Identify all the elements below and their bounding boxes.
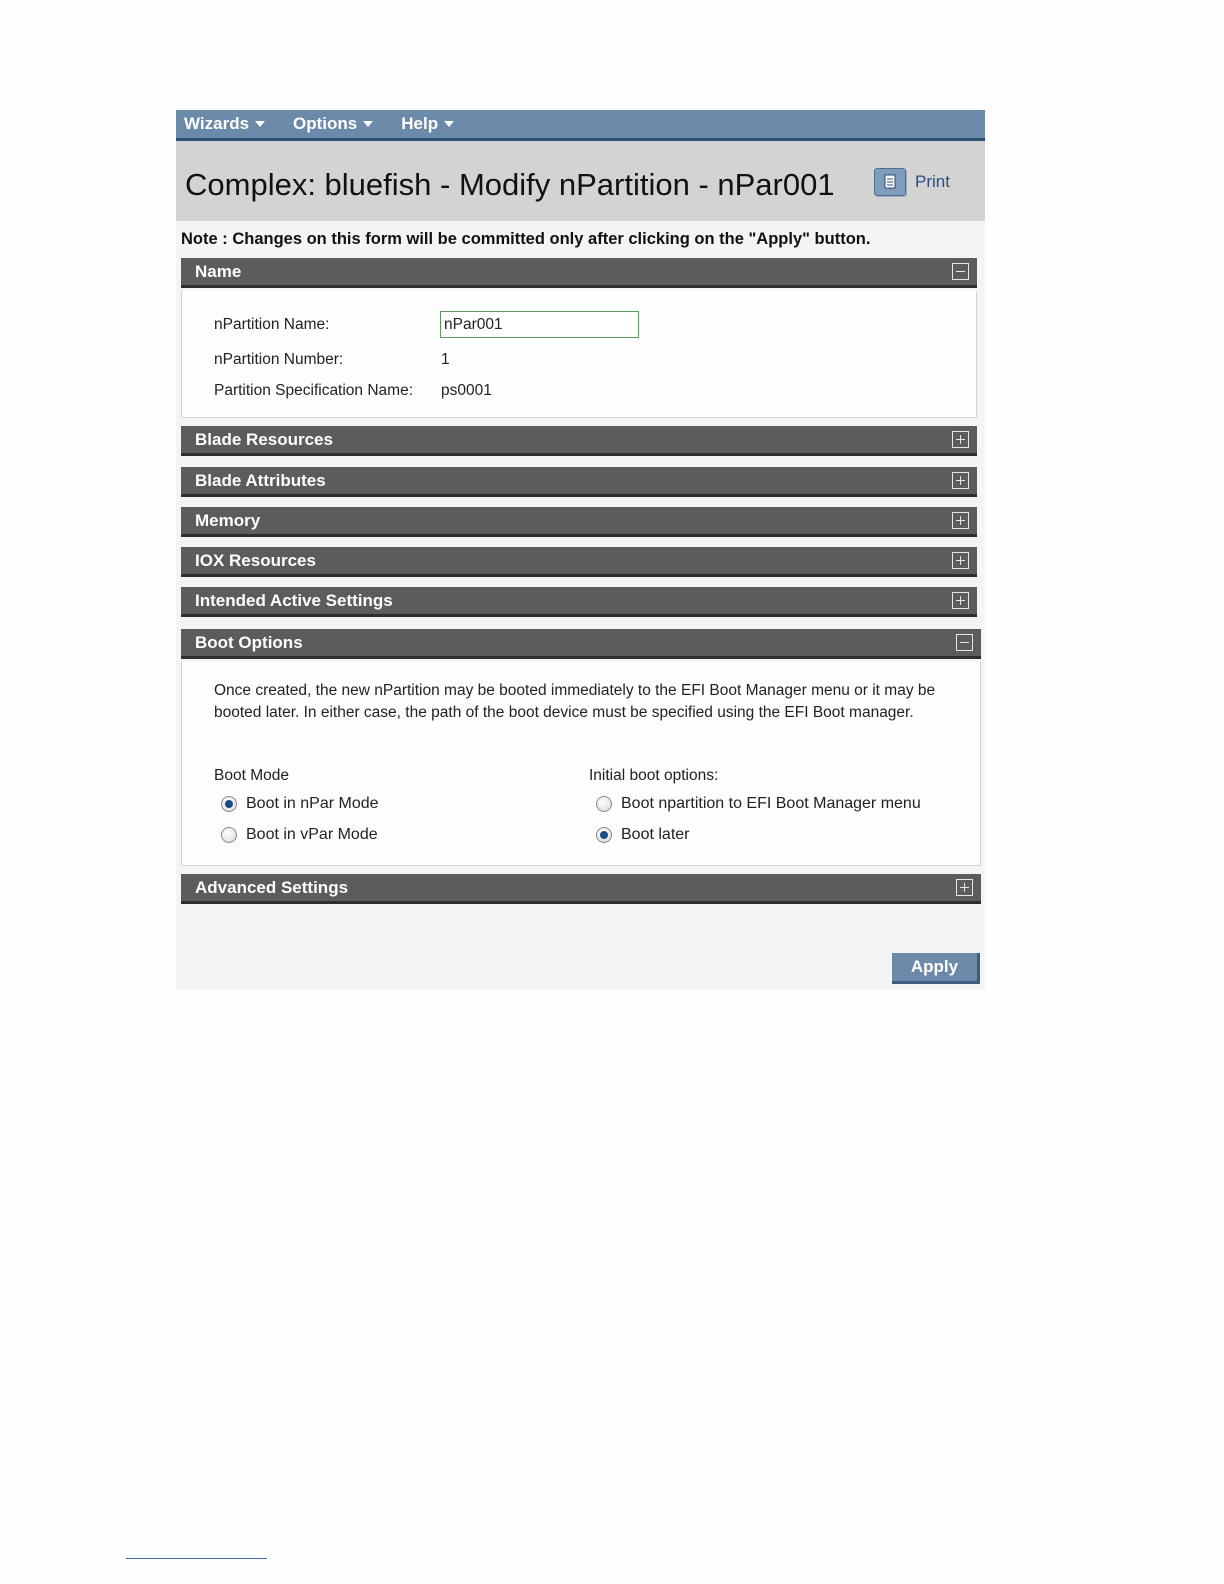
menu-wizards[interactable] xyxy=(184,114,265,134)
footnote-divider xyxy=(126,1558,267,1559)
menu-options-label: Options xyxy=(293,114,358,133)
title-band xyxy=(176,141,985,221)
section-title: Blade Resources xyxy=(195,430,333,449)
boot-mode-label: Boot Mode xyxy=(214,767,289,784)
section-title: Boot Options xyxy=(195,633,303,652)
caret-down-icon xyxy=(444,121,454,127)
section-body-boot-options xyxy=(181,662,981,866)
caret-down-icon xyxy=(363,121,373,127)
caret-down-icon xyxy=(255,121,265,127)
partition-spec-label: Partition Specification Name: xyxy=(214,382,414,399)
print-button[interactable] xyxy=(874,168,950,196)
page-title: Complex: bluefish - Modify nPartition - nPar001 xyxy=(185,167,835,202)
radio-unselected-icon[interactable] xyxy=(596,796,612,812)
section-body-name xyxy=(181,291,977,418)
expand-icon[interactable] xyxy=(952,592,969,609)
section-title: Blade Attributes xyxy=(195,471,326,490)
boot-vpar-mode-radio[interactable] xyxy=(221,826,378,844)
collapse-icon[interactable] xyxy=(952,263,969,280)
menu-wizards-label: Wizards xyxy=(184,114,250,133)
print-icon xyxy=(874,168,906,196)
npartition-number-value: 1 xyxy=(441,351,450,368)
section-header-blade-resources[interactable] xyxy=(181,426,977,456)
boot-npar-mode-radio[interactable] xyxy=(221,795,379,813)
section-header-name[interactable] xyxy=(181,258,977,288)
section-title: IOX Resources xyxy=(195,551,316,570)
section-title: Memory xyxy=(195,511,261,530)
npartition-name-label: nPartition Name: xyxy=(214,316,330,333)
apply-button[interactable]: Apply xyxy=(892,953,980,984)
expand-icon[interactable] xyxy=(952,431,969,448)
section-header-boot-options[interactable] xyxy=(181,629,981,659)
boot-vpar-mode-label: Boot in vPar Mode xyxy=(246,826,378,843)
expand-icon[interactable] xyxy=(952,552,969,569)
menu-help-label: Help xyxy=(401,114,439,133)
section-header-blade-attributes[interactable] xyxy=(181,467,977,497)
collapse-icon[interactable] xyxy=(956,634,973,651)
commit-note: Note : Changes on this form will be committed only after clicking on the "Apply" button. xyxy=(181,230,871,248)
print-label: Print xyxy=(915,172,950,191)
boot-efi-manager-label: Boot npartition to EFI Boot Manager menu xyxy=(621,795,921,812)
radio-unselected-icon[interactable] xyxy=(221,827,237,843)
section-header-intended-active-settings[interactable] xyxy=(181,587,977,617)
boot-options-description: Once created, the new nPartition may be booted immediately to the EFI Boot Manager menu or it may be booted later. In either case, the path of the boot device must be specified using the EFI Boot manager. xyxy=(214,682,936,721)
npartition-number-label: nPartition Number: xyxy=(214,351,344,368)
boot-later-radio[interactable] xyxy=(596,826,689,844)
boot-efi-manager-radio[interactable] xyxy=(596,795,921,813)
modify-npartition-window xyxy=(176,110,985,990)
menubar xyxy=(176,110,985,141)
section-title: Advanced Settings xyxy=(195,878,349,897)
boot-later-label: Boot later xyxy=(621,826,690,843)
section-header-advanced-settings[interactable] xyxy=(181,874,981,904)
menu-options[interactable] xyxy=(293,114,373,134)
section-title: Name xyxy=(195,262,242,281)
menu-help[interactable] xyxy=(401,114,454,134)
expand-icon[interactable] xyxy=(956,879,973,896)
section-title: Intended Active Settings xyxy=(195,591,393,610)
radio-selected-icon[interactable] xyxy=(221,796,237,812)
section-header-iox-resources[interactable] xyxy=(181,547,977,577)
npartition-name-input[interactable] xyxy=(440,311,639,338)
section-header-memory[interactable] xyxy=(181,507,977,537)
boot-npar-mode-label: Boot in nPar Mode xyxy=(246,795,379,812)
expand-icon[interactable] xyxy=(952,512,969,529)
initial-boot-options-label: Initial boot options: xyxy=(589,767,719,784)
partition-spec-value: ps0001 xyxy=(441,382,492,399)
radio-selected-icon[interactable] xyxy=(596,827,612,843)
expand-icon[interactable] xyxy=(952,472,969,489)
